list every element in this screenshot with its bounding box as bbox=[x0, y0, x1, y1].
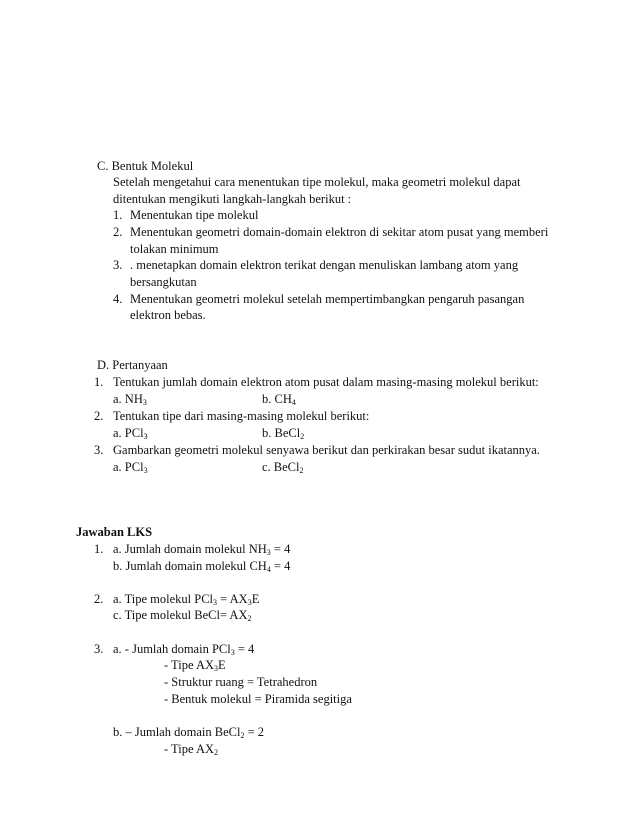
step-3-number: 3. bbox=[113, 258, 123, 272]
step-4-text-cont: elektron bebas. bbox=[130, 308, 206, 322]
step-2-number: 2. bbox=[113, 225, 123, 239]
answer-3-a-item-2: - Struktur ruang = Tetrahedron bbox=[164, 675, 318, 689]
question-3-option-a: a. PCl$_3$ bbox=[113, 460, 148, 475]
question-3-number: 3. bbox=[94, 443, 104, 457]
answer-2-number: 2. bbox=[94, 592, 104, 606]
step-3-text: . menetapkan domain elektron terikat dengan menuliskan lambang atom yang bbox=[130, 258, 519, 272]
question-3-option-c: c. BeCl$_2$ bbox=[262, 460, 304, 475]
step-4-number: 4. bbox=[113, 292, 123, 306]
section-c-intro-line-1: Setelah mengetahui cara menentukan tipe molekul, maka geometri molekul dapat bbox=[113, 175, 521, 189]
answer-3-a-item-1: - Tipe $AX_3E$ bbox=[164, 658, 226, 673]
question-1-text: Tentukan jumlah domain elektron atom pusat dalam masing-masing molekul berikut: bbox=[113, 375, 539, 389]
question-1-option-b: b. $CH_4$ bbox=[262, 392, 296, 407]
section-d-heading: D. Pertanyaan bbox=[97, 358, 168, 372]
question-2-option-b: b. BeCl$_2$ bbox=[262, 426, 305, 441]
section-c-heading: C. Bentuk Molekul bbox=[97, 159, 194, 173]
answer-3-number: 3. bbox=[94, 642, 104, 656]
answer-3-b: b. – Jumlah domain BeCl$_2$ = 2 bbox=[113, 725, 264, 740]
step-2-text-cont: tolakan minimum bbox=[130, 242, 219, 256]
answer-3-a-item-3: - Bentuk molekul = Piramida segitiga bbox=[164, 692, 352, 706]
question-2-number: 2. bbox=[94, 409, 104, 423]
step-3-text-cont: bersangkutan bbox=[130, 275, 197, 289]
answer-2-a: a. Tipe molekul $PCl_3 = AX_3E$ bbox=[113, 592, 260, 607]
answer-3-b-item-1: - Tipe $AX_2$ bbox=[164, 742, 219, 757]
answer-3-a: a. - Jumlah domain PCl$_3$ = 4 bbox=[113, 642, 255, 657]
question-1-option-a: a. $NH_3$ bbox=[113, 392, 147, 407]
question-3-text: Gambarkan geometri molekul senyawa berikut dan perkirakan besar sudut ikatannya. bbox=[113, 443, 540, 457]
question-2-option-a: a. PCl$_3$ bbox=[113, 426, 148, 441]
question-1-number: 1. bbox=[94, 375, 104, 389]
section-c-intro-line-2: ditentukan mengikuti langkah-langkah berikut : bbox=[113, 192, 352, 206]
answer-1-a: a. Jumlah domain molekul $NH_3 = 4$ bbox=[113, 542, 291, 557]
answer-1-b: b. Jumlah domain molekul $CH_4 = 4$ bbox=[113, 559, 291, 574]
step-4-text: Menentukan geometri molekul setelah mempertimbangkan pengaruh pasangan bbox=[130, 292, 525, 306]
step-2-text: Menentukan geometri domain-domain elektron di sekitar atom pusat yang memberi bbox=[130, 225, 549, 239]
answers-heading: Jawaban LKS bbox=[76, 525, 153, 539]
step-1-number: 1. bbox=[113, 208, 123, 222]
question-2-text: Tentukan tipe dari masing-masing molekul berikut: bbox=[113, 409, 370, 423]
answer-1-number: 1. bbox=[94, 542, 104, 556]
answer-2-c: c. Tipe molekul BeCl= $AX_2$ bbox=[113, 608, 252, 623]
step-1-text: Menentukan tipe molekul bbox=[130, 208, 259, 222]
